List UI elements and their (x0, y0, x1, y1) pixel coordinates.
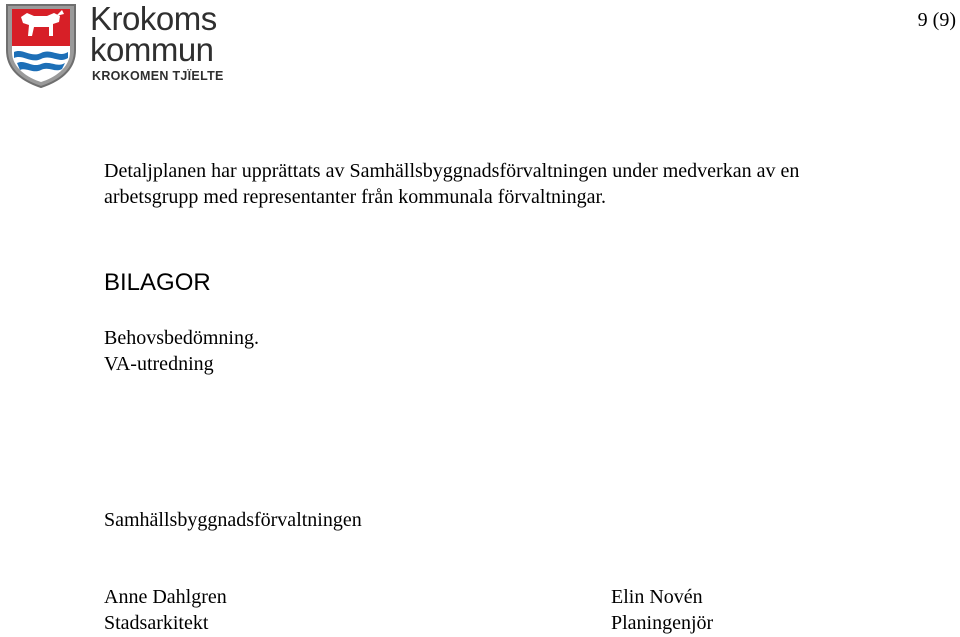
page-number: 9 (9) (917, 9, 956, 31)
logo-wordmark-line-2: kommun (90, 31, 214, 68)
signer-block (611, 584, 713, 636)
signer-block (104, 584, 227, 636)
signer-title: Stadsarkitekt (104, 612, 209, 634)
signer-name: Elin Novén (611, 586, 703, 608)
attachments-list (104, 325, 259, 377)
logo-wordmark-line-1: Krokoms (90, 0, 217, 37)
logo-subline: KROKOMEN TJÏELTE (92, 69, 224, 83)
attachment-item: Behovsbedömning. (104, 327, 259, 349)
department-name: Samhällsbyggnadsförvaltningen (104, 509, 362, 531)
krokoms-kommun-logo (4, 2, 234, 88)
attachments-heading: BILAGOR (104, 269, 211, 296)
signer-title: Planingenjör (611, 612, 714, 634)
signer-name: Anne Dahlgren (104, 586, 227, 608)
intro-paragraph: Detaljplanen har upprättats av Samhällsbyggnadsförvaltningen under medverkan av en arbetsgrupp med representanter från kommunala förvaltningar. (104, 160, 800, 208)
attachment-item: VA-utredning (104, 353, 214, 375)
coat-of-arms-icon (4, 2, 78, 88)
